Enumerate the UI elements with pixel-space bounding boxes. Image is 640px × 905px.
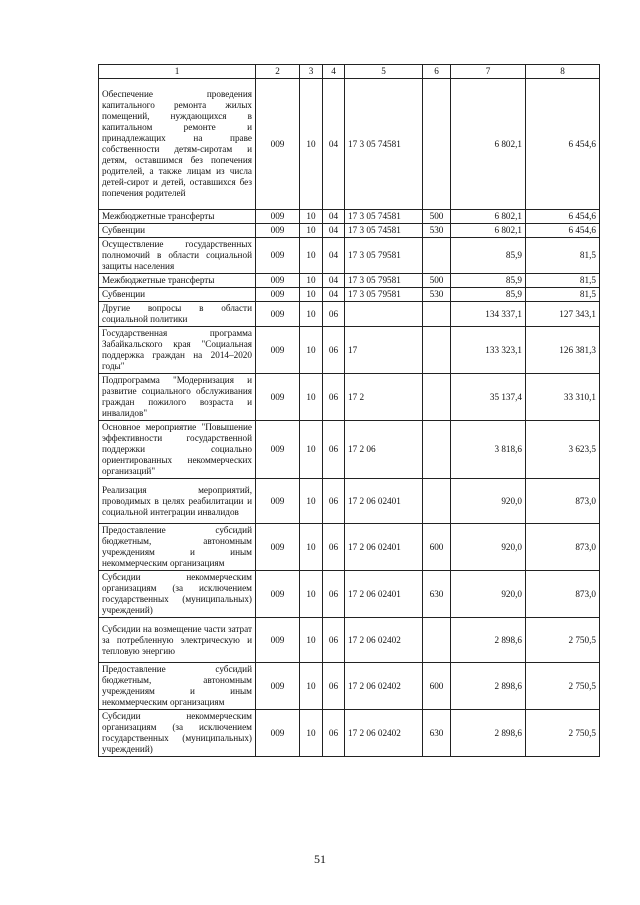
amount-col-8: 81,5 <box>526 238 600 274</box>
amount-col-7: 6 802,1 <box>451 224 526 238</box>
amount-col-8: 873,0 <box>526 524 600 571</box>
row-description: Предоставление субсидий бюджетным, автономным учреждениям и иным некоммерческим организациям <box>99 524 256 571</box>
budget-table <box>98 64 600 757</box>
amount-col-7: 6 802,1 <box>451 79 526 210</box>
table-row <box>99 224 600 238</box>
subsection-code: 06 <box>323 524 345 571</box>
amount-col-7: 3 818,6 <box>451 421 526 479</box>
target-article-code: 17 3 05 74581 <box>345 79 423 210</box>
expense-type-code: 530 <box>423 224 451 238</box>
subsection-code: 04 <box>323 274 345 288</box>
target-article-code: 17 2 06 02402 <box>345 618 423 663</box>
subsection-code: 04 <box>323 238 345 274</box>
ministry-code: 009 <box>256 663 300 710</box>
section-code: 10 <box>300 79 323 210</box>
section-code: 10 <box>300 238 323 274</box>
row-description: Государственная программа Забайкальского края "Социальная поддержка граждан на 2014–2020 годы" <box>99 327 256 374</box>
amount-col-7: 920,0 <box>451 479 526 524</box>
amount-col-8: 127 343,1 <box>526 302 600 327</box>
row-description: Другие вопросы в области социальной политики <box>99 302 256 327</box>
table-row <box>99 421 600 479</box>
row-description: Межбюджетные трансферты <box>99 274 256 288</box>
row-description: Субвенции <box>99 288 256 302</box>
row-description: Субсидии на возмещение части затрат за потребленную электрическую и тепловую энергию <box>99 618 256 663</box>
amount-col-7: 2 898,6 <box>451 710 526 757</box>
table-row <box>99 571 600 618</box>
table-row <box>99 663 600 710</box>
table-row <box>99 374 600 421</box>
subsection-code: 06 <box>323 327 345 374</box>
amount-col-7: 35 137,4 <box>451 374 526 421</box>
target-article-code: 17 3 05 74581 <box>345 210 423 224</box>
expense-type-code: 500 <box>423 274 451 288</box>
column-header: 8 <box>526 65 600 79</box>
amount-col-8: 2 750,5 <box>526 618 600 663</box>
amount-col-7: 133 323,1 <box>451 327 526 374</box>
section-code: 10 <box>300 618 323 663</box>
expense-type-code: 630 <box>423 710 451 757</box>
amount-col-8: 2 750,5 <box>526 663 600 710</box>
section-code: 10 <box>300 210 323 224</box>
row-description: Реализация мероприятий, проводимых в целях реабилитации и социальной интеграции инвалидов <box>99 479 256 524</box>
expense-type-code <box>423 374 451 421</box>
amount-col-8: 2 750,5 <box>526 710 600 757</box>
column-header: 1 <box>99 65 256 79</box>
amount-col-8: 81,5 <box>526 288 600 302</box>
section-code: 10 <box>300 327 323 374</box>
ministry-code: 009 <box>256 571 300 618</box>
target-article-code: 17 2 06 <box>345 421 423 479</box>
subsection-code: 04 <box>323 79 345 210</box>
table-row <box>99 710 600 757</box>
ministry-code: 009 <box>256 210 300 224</box>
row-description: Предоставление субсидий бюджетным, автономным учреждениям и иным некоммерческим организациям <box>99 663 256 710</box>
subsection-code: 06 <box>323 710 345 757</box>
row-description: Субсидии некоммерческим организациям (за исключением государственных (муниципальных) учреждений) <box>99 710 256 757</box>
target-article-code <box>345 302 423 327</box>
subsection-code: 06 <box>323 618 345 663</box>
amount-col-8: 3 623,5 <box>526 421 600 479</box>
table-row <box>99 274 600 288</box>
target-article-code: 17 3 05 79581 <box>345 238 423 274</box>
section-code: 10 <box>300 288 323 302</box>
row-description: Основное мероприятие "Повышение эффективности государственной поддержки социально ориентированных некоммерческих организаций" <box>99 421 256 479</box>
ministry-code: 009 <box>256 288 300 302</box>
amount-col-8: 126 381,3 <box>526 327 600 374</box>
column-header: 5 <box>345 65 423 79</box>
amount-col-8: 81,5 <box>526 274 600 288</box>
section-code: 10 <box>300 524 323 571</box>
table-header-row <box>99 65 600 79</box>
ministry-code: 009 <box>256 302 300 327</box>
expense-type-code: 500 <box>423 210 451 224</box>
ministry-code: 009 <box>256 421 300 479</box>
table-row <box>99 288 600 302</box>
target-article-code: 17 2 06 02401 <box>345 479 423 524</box>
section-code: 10 <box>300 571 323 618</box>
row-description: Субвенции <box>99 224 256 238</box>
subsection-code: 06 <box>323 421 345 479</box>
column-header: 7 <box>451 65 526 79</box>
section-code: 10 <box>300 224 323 238</box>
target-article-code: 17 2 <box>345 374 423 421</box>
expense-type-code <box>423 79 451 210</box>
subsection-code: 04 <box>323 224 345 238</box>
subsection-code: 04 <box>323 288 345 302</box>
amount-col-7: 920,0 <box>451 571 526 618</box>
row-description: Межбюджетные трансферты <box>99 210 256 224</box>
expense-type-code <box>423 421 451 479</box>
ministry-code: 009 <box>256 524 300 571</box>
expense-type-code: 630 <box>423 571 451 618</box>
ministry-code: 009 <box>256 274 300 288</box>
amount-col-8: 6 454,6 <box>526 210 600 224</box>
amount-col-7: 2 898,6 <box>451 618 526 663</box>
amount-col-7: 85,9 <box>451 238 526 274</box>
column-header: 3 <box>300 65 323 79</box>
ministry-code: 009 <box>256 224 300 238</box>
amount-col-7: 2 898,6 <box>451 663 526 710</box>
row-description: Субсидии некоммерческим организациям (за исключением государственных (муниципальных) учреждений) <box>99 571 256 618</box>
section-code: 10 <box>300 663 323 710</box>
amount-col-7: 85,9 <box>451 274 526 288</box>
expense-type-code: 600 <box>423 663 451 710</box>
amount-col-8: 6 454,6 <box>526 79 600 210</box>
amount-col-7: 134 337,1 <box>451 302 526 327</box>
subsection-code: 06 <box>323 302 345 327</box>
amount-col-8: 873,0 <box>526 571 600 618</box>
subsection-code: 06 <box>323 663 345 710</box>
expense-type-code: 530 <box>423 288 451 302</box>
target-article-code: 17 <box>345 327 423 374</box>
amount-col-7: 6 802,1 <box>451 210 526 224</box>
row-description: Подпрограмма "Модернизация и развитие социального обслуживания граждан пожилого возраста и инвалидов" <box>99 374 256 421</box>
section-code: 10 <box>300 374 323 421</box>
amount-col-8: 33 310,1 <box>526 374 600 421</box>
subsection-code: 06 <box>323 571 345 618</box>
target-article-code: 17 2 06 02401 <box>345 571 423 618</box>
table-row <box>99 618 600 663</box>
table-row <box>99 238 600 274</box>
ministry-code: 009 <box>256 710 300 757</box>
expense-type-code <box>423 327 451 374</box>
subsection-code: 06 <box>323 479 345 524</box>
target-article-code: 17 2 06 02402 <box>345 663 423 710</box>
section-code: 10 <box>300 302 323 327</box>
expense-type-code: 600 <box>423 524 451 571</box>
page-number: 51 <box>314 852 326 866</box>
target-article-code: 17 2 06 02401 <box>345 524 423 571</box>
column-header: 2 <box>256 65 300 79</box>
target-article-code: 17 3 05 79581 <box>345 288 423 302</box>
column-header: 6 <box>423 65 451 79</box>
section-code: 10 <box>300 479 323 524</box>
expense-type-code <box>423 479 451 524</box>
expense-type-code <box>423 302 451 327</box>
table-row <box>99 210 600 224</box>
subsection-code: 04 <box>323 210 345 224</box>
section-code: 10 <box>300 710 323 757</box>
target-article-code: 17 3 05 74581 <box>345 224 423 238</box>
row-description: Осуществление государственных полномочий в области социальной защиты населения <box>99 238 256 274</box>
amount-col-7: 920,0 <box>451 524 526 571</box>
ministry-code: 009 <box>256 618 300 663</box>
column-header: 4 <box>323 65 345 79</box>
ministry-code: 009 <box>256 374 300 421</box>
table-row <box>99 479 600 524</box>
table-row <box>99 524 600 571</box>
table-row <box>99 327 600 374</box>
expense-type-code <box>423 238 451 274</box>
table-row <box>99 79 600 210</box>
row-description: Обеспечение проведения капитального ремонта жилых помещений, нуждающихся в капитальном ремонте и принадлежащих на праве собственности детям-сиротам и детям, оставшимся без попечения родителей, а также лицам из числа детей-сирот и детей, оставшихся без попечения родителей <box>99 79 256 210</box>
section-code: 10 <box>300 274 323 288</box>
target-article-code: 17 2 06 02402 <box>345 710 423 757</box>
ministry-code: 009 <box>256 79 300 210</box>
target-article-code: 17 3 05 79581 <box>345 274 423 288</box>
ministry-code: 009 <box>256 479 300 524</box>
table-body <box>99 79 600 757</box>
subsection-code: 06 <box>323 374 345 421</box>
ministry-code: 009 <box>256 238 300 274</box>
amount-col-7: 85,9 <box>451 288 526 302</box>
table-row <box>99 302 600 327</box>
ministry-code: 009 <box>256 327 300 374</box>
amount-col-8: 6 454,6 <box>526 224 600 238</box>
amount-col-8: 873,0 <box>526 479 600 524</box>
expense-type-code <box>423 618 451 663</box>
section-code: 10 <box>300 421 323 479</box>
